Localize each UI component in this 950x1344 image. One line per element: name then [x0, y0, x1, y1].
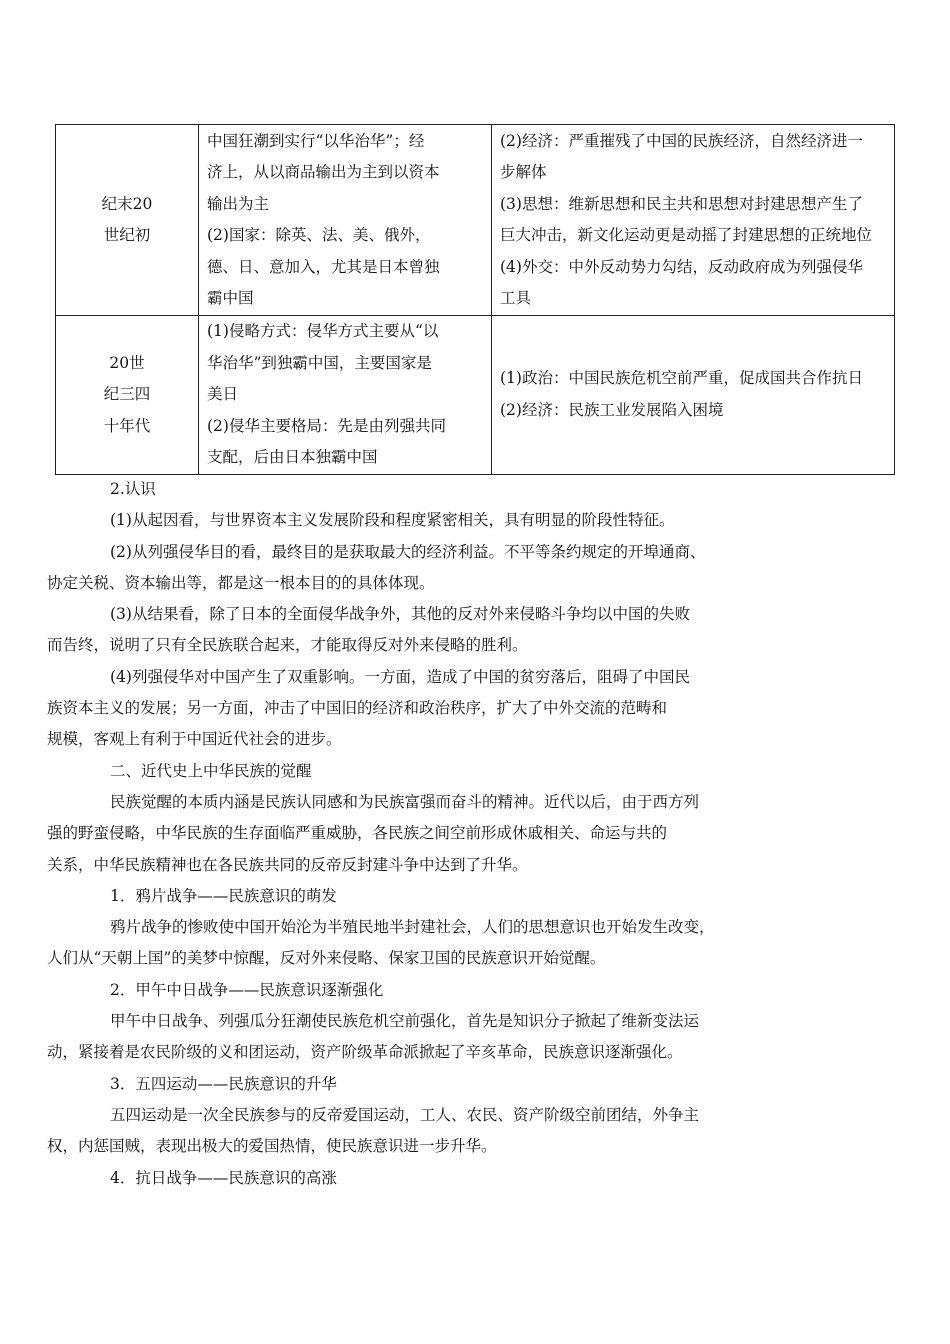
cell-line: 工具 [500, 289, 532, 307]
heading-text: 1．鸦片战争——民族意识的萌发 [110, 886, 337, 905]
period-cell [56, 316, 199, 475]
paragraph-line: 关系，中华民族精神也在各民族共同的反帝反封建斗争中达到了升华。 [47, 855, 528, 874]
heading-text: 二、近代史上中华民族的觉醒 [110, 761, 312, 780]
cell-line: 中国狂潮到实行“以华治华”；经 [207, 131, 425, 150]
paragraph-line: 而告终，说明了只有全民族联合起来，才能取得反对外来侵略的胜利。 [47, 636, 528, 655]
cell-line: (3)思想：维新思想和民主共和思想对封建思想产生了 [500, 194, 863, 213]
heading-text: 4．抗日战争——民族意识的高涨 [110, 1168, 337, 1187]
paragraph-line: 动，紧接着是农民阶级的义和团运动，资产阶级革命派掀起了辛亥革命，民族意识逐渐强化。 [47, 1043, 683, 1062]
period-line: 十年代 [103, 416, 151, 435]
paragraph-line: 权，内惩国贼，表现出极大的爱国热情，使民族意识进一步升华。 [47, 1137, 497, 1156]
history-table [55, 124, 895, 475]
paragraph [47, 505, 870, 536]
paragraph [47, 787, 870, 881]
invasion-cell [199, 316, 492, 475]
cell-line: (2)国家：除英、法、美、俄外， [207, 226, 431, 244]
paragraph-line: 协定关税、资本输出等，都是这一根本目的的具体体现。 [47, 573, 435, 592]
period-line: 纪末20 [101, 194, 153, 213]
heading-text: 3．五四运动——民族意识的升华 [110, 1074, 337, 1093]
paragraph-line: 五四运动是一次全民族参与的反帝爱国运动，工人、农民、资产阶级空前团结，外争主 [110, 1105, 700, 1124]
cell-line: (1)侵略方式：侵华方式主要从“以 [207, 322, 439, 340]
invasion-cell [199, 125, 492, 316]
body-text [47, 474, 870, 1194]
paragraph-line: 甲午中日战争、列强瓜分狂潮使民族危机空前强化，首先是知识分子掀起了维新变法运 [110, 1012, 700, 1031]
cell-line: 巨大冲击，新文化运动更是动摇了封建思想的正统地位 [500, 226, 873, 244]
period-line: 20世 [109, 353, 145, 372]
section-heading [47, 1163, 870, 1194]
cell-line: (2)经济：民族工业发展陷入困境 [500, 400, 724, 419]
table-row [56, 316, 895, 475]
paragraph [47, 662, 870, 756]
paragraph [47, 1006, 870, 1069]
impact-cell [492, 125, 895, 316]
paragraph-line: 族资本主义的发展；另一方面，冲击了中国旧的经济和政治秩序，扩大了中外交流的范畴和 [47, 699, 668, 718]
period-line: 纪三四 [103, 385, 151, 403]
paragraph-line: (3)从结果看，除了日本的全面侵华战争外，其他的反对外来侵略斗争均以中国的失败 [110, 605, 690, 624]
section-heading [47, 756, 870, 787]
paragraph-line: 规模，客观上有利于中国近代社会的进步。 [47, 730, 342, 749]
paragraph-line: 人们从“天朝上国”的美梦中惊醒，反对外来侵略、保家卫国的民族意识开始觉醒。 [47, 949, 606, 968]
paragraph-line: (1)从起因看，与世界资本主义发展阶段和程度紧密相关，具有明显的阶段性特征。 [110, 511, 675, 530]
paragraph-line: 鸦片战争的惨败使中国开始沦为半殖民地半封建社会，人们的思想意识也开始发生改变， [110, 918, 715, 937]
cell-line: 华治华”到独霸中国，主要国家是 [207, 353, 432, 372]
cell-line: 美日 [207, 385, 239, 403]
section-heading [47, 881, 870, 912]
section-heading [47, 975, 870, 1006]
cell-line: 步解体 [500, 163, 547, 181]
paragraph [47, 599, 870, 662]
cell-line: (1)政治：中国民族危机空前严重，促成国共合作抗日 [500, 369, 863, 388]
paragraph [47, 912, 870, 975]
cell-line: 输出为主 [207, 194, 270, 213]
paragraph-line: 强的野蛮侵略，中华民族的生存面临严重威胁，各民族之间空前形成休戚相关、命运与共的 [47, 824, 668, 843]
cell-line: 济上，从以商品输出为主到以资本 [207, 163, 440, 181]
paragraph [47, 537, 870, 600]
impact-cell [492, 316, 895, 475]
cell-line: 霸中国 [207, 289, 254, 307]
cell-line: (2)侵华主要格局：先是由列强共同 [207, 416, 446, 435]
cell-line: 支配，后由日本独霸中国 [207, 448, 378, 466]
paragraph-line: (2)从列强侵华目的看，最终目的是获取最大的经济利益。不平等条约规定的开埠通商、 [110, 542, 706, 561]
heading-text: 2.认识 [110, 480, 156, 498]
period-line: 世纪初 [103, 226, 151, 244]
paragraph-line: 民族觉醒的本质内涵是民族认同感和为民族富强而奋斗的精神。近代以后，由于西方列 [110, 792, 700, 811]
section-heading [47, 474, 870, 505]
cell-line: (2)经济：严重摧残了中国的民族经济，自然经济进一 [500, 131, 863, 150]
paragraph [47, 1100, 870, 1163]
cell-line: 德、日、意加入，尤其是日本曾独 [207, 257, 440, 276]
paragraph-line: (4)列强侵华对中国产生了双重影响。一方面，造成了中国的贫穷落后，阻碍了中国民 [110, 667, 690, 686]
cell-line: (4)外交：中外反动势力勾结，反动政府成为列强侵华 [500, 257, 863, 276]
heading-text: 2．甲午中日战争——民族意识逐渐强化 [110, 980, 384, 999]
period-cell [56, 125, 199, 316]
table-row [56, 125, 895, 316]
section-heading [47, 1069, 870, 1100]
